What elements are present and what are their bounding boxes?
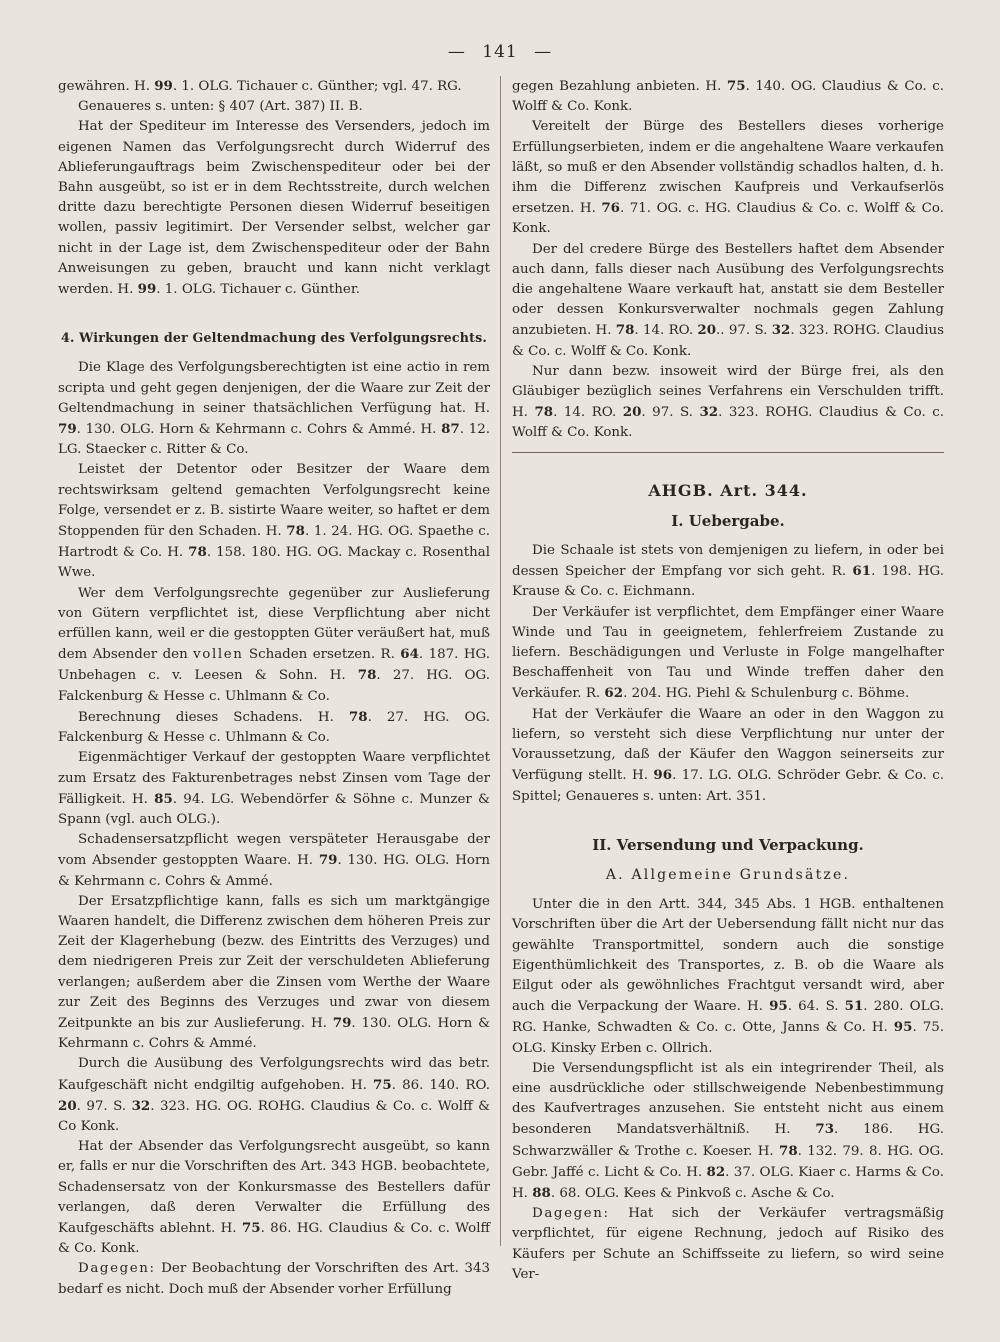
reference-number: 61 bbox=[852, 563, 872, 580]
reference-number: 78 bbox=[534, 404, 554, 421]
reference-number: 78 bbox=[615, 322, 635, 339]
paragraph: Hat der Spediteur im Interesse des Versenders, jedoch im eigenen Namen das Verfolgungsrecht durch Widerruf des Ablieferungauftrags beim Zwischenspediteur oder bei der Bahn ausgeübt, so ist er in dem Rechtsstreite, durch welchen dritte dazu berechtigte Personen diesen Widerruf beseitigen wollen, passiv legitimirt. Der Versender selbst, welcher gar nicht in der Lage ist, dem Zwischenspediteur oder der Bahn Anweisungen zu geben, braucht und kann nicht verklagt werden. H. 99. 1. OLG. Tichauer c. Günther. bbox=[58, 119, 490, 298]
paragraph: Die Schaale ist stets von demjenigen zu liefern, in oder bei dessen Speicher der Empfang vor sich geht. R. 61. 198. HG. Krause & Co. c. Eichmann. bbox=[512, 543, 944, 600]
paragraph: gegen Bezahlung anbieten. H. 75. 140. OG. Claudius & Co. c. Wolff & Co. Konk. bbox=[512, 78, 944, 115]
reference-number: 20 bbox=[697, 322, 717, 339]
reference-number: 96 bbox=[653, 767, 673, 784]
reference-number: 79 bbox=[318, 852, 338, 869]
reference-number: 75 bbox=[241, 1219, 261, 1236]
reference-number: 20 bbox=[622, 404, 642, 421]
page-header bbox=[0, 42, 1000, 62]
reference-number: 32 bbox=[771, 322, 791, 339]
reference-number: 95 bbox=[769, 998, 788, 1015]
spacer bbox=[512, 807, 944, 835]
reference-number: 32 bbox=[699, 404, 719, 421]
paragraph: Schadensersatzpflicht wegen verspäteter Herausgabe der vom Absender gestoppten Waare. H. 79. 130. HG. OLG. Horn & Kehrmann c. Cohrs & Ammé. bbox=[58, 832, 490, 889]
reference-number: 82 bbox=[706, 1163, 726, 1180]
column-divider bbox=[500, 76, 501, 1246]
header-dash-left: — bbox=[447, 42, 466, 62]
paragraph: Eigenmächtiger Verkauf der gestoppten Waare verpflichtet zum Ersatz des Fakturenbetrages nebst Zinsen vom Tage der Fälligkeit. H. 85. 94. LG. Webendörfer & Söhne c. Munzer & Spann (vgl. auch OLG.). bbox=[58, 750, 490, 827]
right-column bbox=[512, 76, 944, 1285]
reference-number: 88 bbox=[532, 1184, 551, 1201]
reference-number: 76 bbox=[601, 200, 620, 217]
reference-number: 51 bbox=[844, 998, 864, 1015]
paragraph: Unter die in den Artt. 344, 345 Abs. 1 HGB. enthaltenen Vorschriften über die Art der Uebersendung fällt nicht nur das gewählte Transportmittel, sondern auch die sonstige Eigenthümlichkeit des Transportes, z. B. ob die Waare als Eilgut oder als gewöhnliches Frachtgut versandt wird, aber auch die Verpackung der Waare. H. 95. 64. S. 51. 280. OLG. RG. Hanke, Schwadten & Co. c. Otte, Janns & Co. H. 95. 75. OLG. Kinsky Erben c. Ollrich. bbox=[512, 897, 944, 1056]
left-column bbox=[58, 76, 490, 1300]
reference-number: 75 bbox=[726, 78, 746, 94]
section-heading: I. Uebergabe. bbox=[671, 511, 785, 530]
paragraph: Hat der Absender das Verfolgungsrecht ausgeübt, so kann er, falls er nur die Vorschriften des Art. 343 HGB. beobachtete, Schadensersatz von der Konkursmasse des Bestellers dafür verlangen, daß deren Verwalter die Erfüllung des Kaufgeschäfts ablehnt. H. 75. 86. HG. Claudius & Co. c. Wolff & Co. Konk. bbox=[58, 1139, 490, 1257]
reference-number: 64 bbox=[400, 646, 419, 663]
paragraph: Genaueres s. unten: § 407 (Art. 387) II. B. bbox=[78, 99, 363, 115]
reference-number: 99 bbox=[154, 78, 173, 94]
article-heading: AHGB. Art. 344. bbox=[648, 480, 808, 500]
reference-number: 99 bbox=[137, 281, 157, 298]
page-number: 141 bbox=[482, 42, 518, 62]
header-dash-right: — bbox=[534, 42, 553, 62]
spacer bbox=[512, 453, 944, 481]
reference-number: 78 bbox=[348, 708, 368, 725]
paragraph: Hat der Verkäufer die Waare an oder in den Waggon zu liefern, so versteht sich diese Verpflichtung nur unter der Voraussetzung, daß der Käufer den Waggon seinerseits zur Verfügung stellt. H. 96. 17. LG. OLG. Schröder Gebr. & Co. c. Spittel; Genaueres s. unten: Art. 351. bbox=[512, 706, 944, 804]
reference-number: 78 bbox=[188, 544, 207, 561]
paragraph: Leistet der Detentor oder Besitzer der Waare dem rechtswirksam geltend gemachten Verfolgungsrecht keine Folge, versendet er z. B. sistirte Waare weiter, so haftet er dem Stoppenden für den Schaden. H. 78. 1. 24. HG. OG. Spaethe c. Hartrodt & Co. H. 78. 158. 180. HG. OG. Mackay c. Rosenthal Wwe. bbox=[58, 462, 491, 581]
reference-number: 62 bbox=[604, 685, 624, 702]
paragraph bbox=[512, 1204, 944, 1285]
spacer bbox=[512, 531, 944, 541]
reference-number: 32 bbox=[131, 1097, 151, 1114]
paragraph: Berechnung dieses Schadens. H. 78. 27. HG. OG. Falckenburg & Hesse c. Uhlmann & Co. bbox=[58, 708, 490, 746]
reference-number: 78 bbox=[779, 1142, 798, 1159]
spacer bbox=[58, 348, 490, 358]
emphasis-text: vollen bbox=[193, 647, 244, 663]
paragraph: gewähren. H. 99. 1. OLG. Tichauer c. Günther; vgl. 47. RG. bbox=[58, 78, 462, 94]
emphasis-text: Dagegen: bbox=[78, 1261, 156, 1277]
text-run: Hat sich der Verkäufer vertragsmäßig verpflichtet, für eigene Rechnung, jedoch auf Risiko des Käufers per Schute an Schiffsseite zu liefern, so wird seine Ver- bbox=[512, 1206, 944, 1282]
paragraph bbox=[58, 1259, 490, 1299]
paragraph: Der del credere Bürge des Bestellers haftet dem Absender auch dann, falls dieser nach Ausübung des Verfolgungsrechts die angehaltene Waare verkauft hat, anstatt sie dem Besteller oder dessen Konkursverwalter nochmals gegen Zahlung anzubieten. H. 78. 14. RO. 20.. 97. S. 32. 323. ROHG. Claudius & Co. c. Wolff & Co. Konk. bbox=[512, 241, 944, 359]
reference-number: 20 bbox=[58, 1097, 77, 1114]
paragraph: Der Verkäufer ist verpflichtet, dem Empfänger einer Waare Winde und Tau in geeignetem, fehlerfreiem Zustande zu liefern. Beschädigungen und Verluste in Folge mangelhafter Beschaffenheit von Tau und Winde treffen daher den Verkäufer. R. 62. 204. HG. Piehl & Schulenburg c. Böhme. bbox=[512, 604, 944, 702]
paragraph: Der Ersatzpflichtige kann, falls es sich um marktgängige Waaren handelt, die Differenz zwischen dem höheren Preis zur Zeit der Klagerhebung (bezw. des Eintritts des Verzuges) und dem niedrigeren Preis zur Zeit der verschuldeten Ablieferung verlangen; außerdem aber die Zinsen vom Werthe der Waare zur Zeit des Beginns des Verzuges und zwar von diesem Zeitpunkte an bis zur Auslieferung. H. 79. 130. OLG. Horn & Kehrmann c. Cohrs & Ammé. bbox=[58, 893, 490, 1052]
reference-number: 79 bbox=[58, 421, 77, 438]
spacer bbox=[512, 501, 944, 511]
reference-number: 87 bbox=[441, 421, 460, 438]
text-run: Der Beobachtung der Vorschriften des Art. 343 bedarf es nicht. Doch muß der Absender vorher Erfüllung bbox=[58, 1261, 490, 1297]
reference-number: 78 bbox=[286, 523, 305, 540]
emphasis-text: Dagegen: bbox=[532, 1206, 610, 1222]
section-heading: 4. Wirkungen der Geltendmachung des Verfolgungsrechts. bbox=[61, 330, 487, 346]
section-heading: II. Versendung und Verpackung. bbox=[592, 835, 864, 854]
paragraph bbox=[58, 584, 490, 707]
spacer bbox=[512, 885, 944, 895]
subsection-heading: A. Allgemeine Grundsätze. bbox=[605, 866, 851, 883]
reference-number: 85 bbox=[154, 790, 173, 807]
paragraph: Vereitelt der Bürge des Bestellers dieses vorherige Erfüllungserbieten, indem er die angehaltene Waare verkaufen läßt, so muß er den Absender vollständig schadlos halten, d. h. ihm die Differenz zwischen Kaufpreis und Verkaufserlös ersetzen. H. 76. 71. OG. c. HG. Claudius & Co. c. Wolff & Co. Konk. bbox=[512, 119, 944, 237]
reference-number: 75 bbox=[373, 1076, 392, 1093]
spacer bbox=[58, 300, 490, 328]
reference-number: 78 bbox=[357, 667, 377, 684]
reference-number: 95 bbox=[893, 1019, 913, 1036]
spacer bbox=[512, 855, 944, 865]
reference-number: 79 bbox=[332, 1014, 352, 1031]
text-run: Wer dem Verfolgungsrechte gegenüber zur Auslieferung von Gütern verpflichtet ist, diese Verpflichtung aber nicht erfüllen kann, weil er die gestoppten Güter veräußert hat, muß dem Absender den bbox=[58, 585, 490, 663]
paragraph: Nur dann bezw. insoweit wird der Bürge frei, als den Gläubiger bezüglich seines Verfahrens ein Verschulden trifft. H. 78. 14. RO. 20. 97. S. 32. 323. ROHG. Claudius & Co. c. Wolff & Co. Konk. bbox=[512, 363, 944, 441]
paragraph: Die Klage des Verfolgungsberechtigten ist eine actio in rem scripta und geht gegen denjenigen, der die Waare zur Zeit der Geltendmachung in seiner thatsächlichen Verfügung hat. H. 79. 130. OLG. Horn & Kehrmann c. Cohrs & Ammé. H. 87. 12. LG. Staecker c. Ritter & Co. bbox=[58, 360, 490, 458]
reference-number: 73 bbox=[815, 1121, 835, 1138]
paragraph: Die Versendungspflicht ist als ein integrirender Theil, als eine ausdrückliche oder stillschweigende Nebenbestimmung des Kaufvertrages anzusehen. Sie entsteht nicht aus einem besonderen Mandatsverhältniß. H. 73. 186. HG. Schwarzwäller & Trothe c. Koeser. H. 78. 132. 79. 8. HG. OG. Gebr. Jaffé c. Licht & Co. H. 82. 37. OLG. Kiaer c. Harms & Co. H. 88. 68. OLG. Kees & Pinkvoß c. Asche & Co. bbox=[512, 1060, 945, 1201]
text-run: Schaden ersetzen. R. 64. 187. HG. Unbehagen c. v. Leesen & Sohn. H. 78. 27. HG. OG. Falckenburg & Hesse c. Uhlmann & Co. bbox=[58, 646, 490, 704]
paragraph: Durch die Ausübung des Verfolgungsrechts wird das betr. Kaufgeschäft nicht endgiltig aufgehoben. H. 75. 86. 140. RO. 20. 97. S. 32. 323. HG. OG. ROHG. Claudius & Co. c. Wolff & Co Konk. bbox=[58, 1056, 490, 1134]
